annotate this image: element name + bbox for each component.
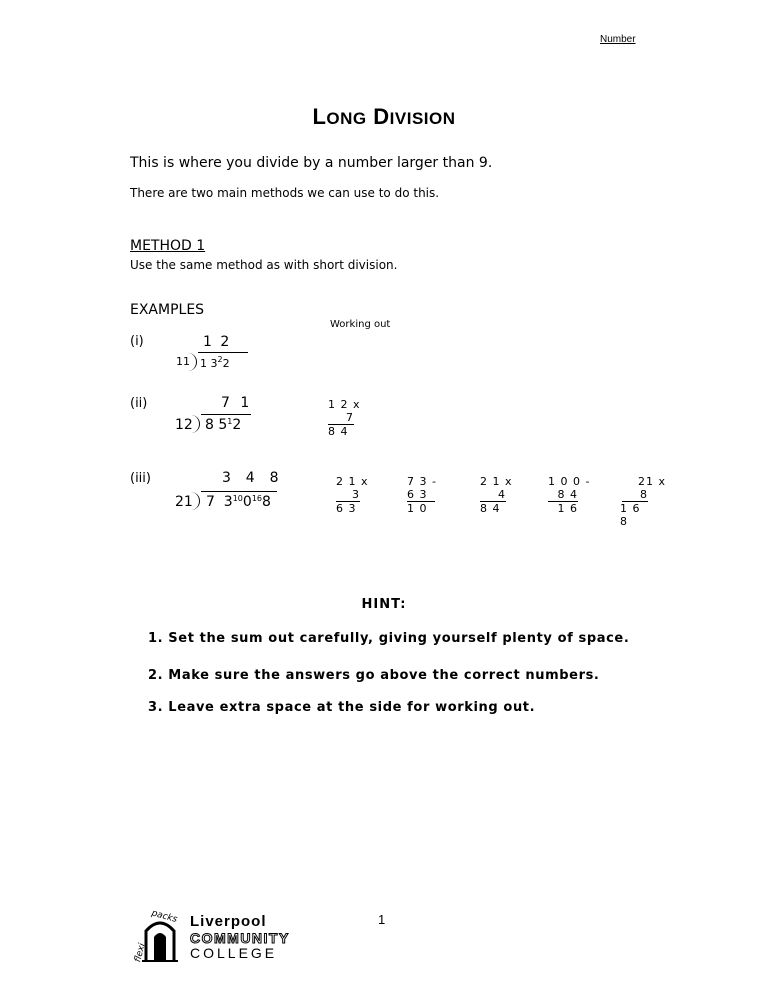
work-line: 1 6 8 bbox=[620, 502, 641, 528]
work-line: 1 2 x bbox=[328, 398, 361, 411]
work-line: 6 3 bbox=[407, 488, 435, 502]
example-3-working-2 bbox=[407, 475, 447, 515]
example-2-bar bbox=[201, 414, 251, 415]
work-line: 3 bbox=[336, 488, 360, 502]
example-3-dividend: 7 $3^{10}0^{16}8$ bbox=[206, 494, 271, 510]
work-line: 1 6 bbox=[557, 502, 578, 515]
work-line: 8 4 bbox=[480, 502, 501, 515]
method-1-heading: METHOD 1 bbox=[130, 238, 206, 254]
example-1-dividend: 1 $3^22$ bbox=[200, 355, 230, 370]
work-line: 2 1 x bbox=[480, 475, 513, 488]
work-line: 1 0 0 - bbox=[548, 475, 591, 488]
work-line: 4 bbox=[480, 488, 506, 502]
intro-line-1: This is where you divide by a number larger than 9. bbox=[130, 155, 493, 171]
example-1-answer: 1 2 bbox=[203, 334, 232, 350]
example-3-bar bbox=[201, 491, 277, 492]
example-3-divisor: 21 bbox=[175, 494, 193, 510]
hint-heading: HINT: bbox=[361, 597, 407, 612]
example-3-working-5 bbox=[620, 475, 670, 528]
hint-item-3: 3. Leave extra space at the side for working out. bbox=[148, 700, 536, 715]
svg-text:packs: packs bbox=[150, 908, 179, 925]
examples-heading: EXAMPLES bbox=[130, 302, 205, 318]
example-1-bar bbox=[198, 352, 248, 353]
example-2-working bbox=[328, 398, 372, 438]
working-out-label: Working out bbox=[330, 319, 391, 330]
work-line: 7 bbox=[328, 411, 354, 425]
work-line: 8 4 bbox=[328, 425, 349, 438]
work-line: 8 4 bbox=[548, 488, 578, 502]
example-2-answer: 7 1 bbox=[221, 395, 253, 411]
college-logo bbox=[128, 903, 290, 965]
flexi-packs-logo-mark bbox=[128, 903, 188, 965]
hint-item-2: 2. Make sure the answers go above the correct numbers. bbox=[148, 668, 600, 683]
page-number: 1 bbox=[378, 912, 386, 927]
example-1-label: (i) bbox=[130, 334, 144, 349]
example-2-label: (ii) bbox=[130, 396, 148, 411]
logo-line-3: COLLEGE bbox=[190, 945, 278, 961]
example-3-answer: 3 4 8 bbox=[222, 470, 281, 486]
method-1-description: Use the same method as with short division. bbox=[130, 258, 398, 272]
example-3-label: (iii) bbox=[130, 471, 151, 486]
hint-item-1: 1. Set the sum out carefully, giving yourself plenty of space. bbox=[148, 631, 630, 646]
work-line: 1 0 bbox=[407, 502, 428, 515]
work-line: 2 1 x bbox=[336, 475, 369, 488]
work-line: 21 x bbox=[637, 475, 666, 488]
example-3-working-4 bbox=[548, 475, 598, 515]
example-1-divisor: 11 bbox=[176, 355, 190, 368]
example-1-bracket bbox=[188, 353, 197, 371]
svg-text:flexi: flexi bbox=[133, 942, 148, 964]
example-3-working-3 bbox=[480, 475, 520, 515]
example-2-divisor: 12 bbox=[175, 417, 193, 433]
intro-line-2: There are two main methods we can use to do this. bbox=[130, 186, 440, 200]
example-3-working-1 bbox=[336, 475, 376, 515]
work-line: 6 3 bbox=[336, 502, 357, 515]
logo-line-1: Liverpool bbox=[190, 913, 267, 930]
logo-line-2: COMMUNITY bbox=[190, 930, 290, 946]
work-line: 7 3 - bbox=[407, 475, 437, 488]
header-label: Number bbox=[600, 34, 636, 45]
work-line: 8 bbox=[622, 488, 648, 502]
example-3-bracket bbox=[191, 492, 200, 510]
page-title: LONG DIVISION bbox=[312, 104, 456, 129]
example-2-dividend: 8 $5^12$ bbox=[205, 417, 242, 433]
example-2-bracket bbox=[191, 415, 200, 433]
